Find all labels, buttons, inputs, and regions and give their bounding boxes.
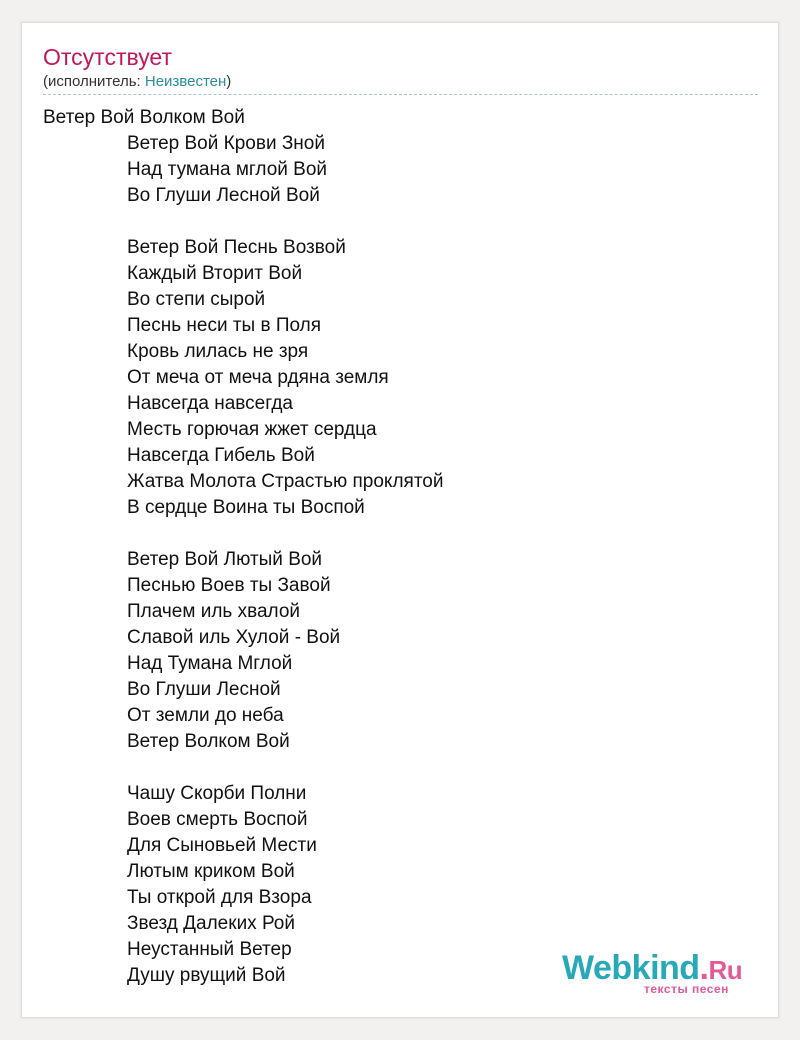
lyric-line: Чашу Скорби Полни [127,783,307,804]
logo-dot: . [699,949,709,987]
lyrics-text [43,105,444,989]
lyric-line: Над Тумана Мглой [127,653,293,674]
artist-link[interactable]: Неизвестен [144,73,227,90]
divider [43,94,758,95]
lyric-line: Песнь неси ты в Поля [127,315,322,336]
lyric-line: Жатва Молота Страстью проклятой [127,471,444,492]
lyric-line: От земли до неба [127,705,284,726]
song-title: Отсутствует [43,44,172,70]
lyric-line: Во Глуши Лесной [127,679,281,700]
lyric-line: Во степи сырой [127,289,266,310]
lyric-line: Для Сыновьей Мести [127,835,317,856]
lyric-line: Ветер Вой Крови Зной [127,133,325,154]
lyric-line: Ветер Вой Лютый Вой [127,549,323,570]
logo-tagline: тексты песен [644,982,729,996]
lyric-line: Душу рвущий Вой [127,965,286,986]
lyric-line: Ты открой для Взора [127,887,312,908]
lyric-line: Неустанный Ветер [127,939,292,960]
lyric-line: Воев смерть Воспой [127,809,308,830]
lyrics-card [21,22,779,1018]
webkind-logo[interactable] [562,948,757,998]
lyric-line: Каждый Вторит Вой [127,263,303,284]
lyric-line: Во Глуши Лесной Вой [127,185,320,206]
lyric-line: В сердце Воина ты Воспой [127,497,365,518]
lyric-line: Месть горючая жжет сердца [127,419,377,440]
logo-word: Webkind [562,949,700,987]
lyric-line: Ветер Вой Песнь Возвой [127,237,346,258]
lyric-line: Плачем иль хвалой [127,601,301,622]
logo-tld: Ru [708,955,743,985]
lyric-line: Звезд Далеких Рой [127,913,295,934]
stanza-break [43,521,444,547]
lyric-line: Ветер Волком Вой [127,731,290,752]
lyric-line: Навсегда навсегда [127,393,293,414]
lyric-line: Над тумана мглой Вой [127,159,328,180]
artist-suffix: ) [226,73,232,90]
lyric-line: От меча от меча рдяна земля [127,367,389,388]
stanza-break [43,209,444,235]
artist-line [43,73,231,91]
lyric-line: Песнью Воев ты Завой [127,575,331,596]
stanza-break [43,755,444,781]
lyric-line: Ветер Вой Волком Вой [43,107,245,128]
lyric-line: Лютым криком Вой [127,861,295,882]
lyric-line: Навсегда Гибель Вой [127,445,315,466]
lyric-line: Кровь лилась не зря [127,341,309,362]
lyric-line: Славой иль Хулой - Вой [127,627,341,648]
artist-prefix: (исполнитель: [43,73,145,90]
